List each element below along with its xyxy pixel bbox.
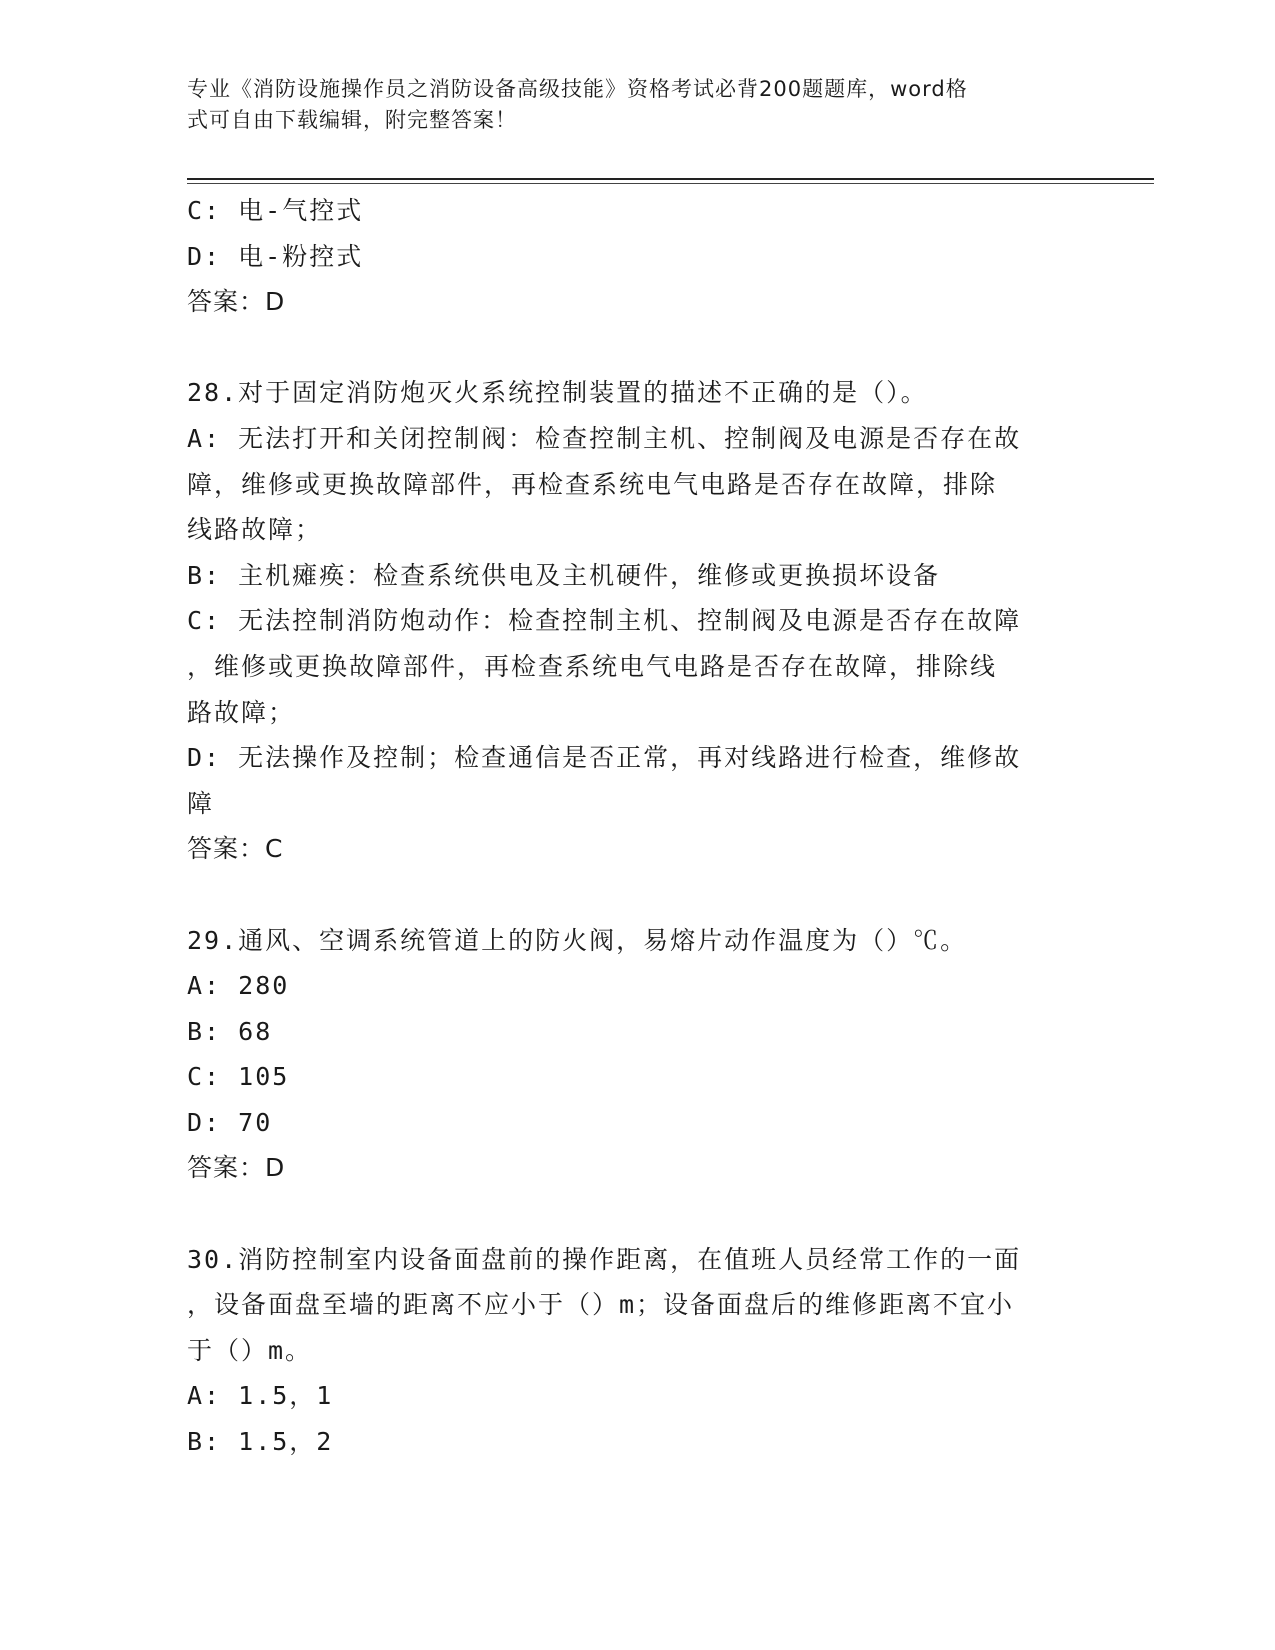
prev-option-c: C: 电-气控式 xyxy=(187,196,364,225)
document-header xyxy=(187,74,1067,136)
q28-answer: 答案：C xyxy=(187,834,284,864)
q28-option-a-line-3: 线路故障； xyxy=(187,515,323,545)
q29-option-c: C: 105 xyxy=(187,1062,290,1092)
header-line-1: 专业《消防设施操作员之消防设备高级技能》资格考试必背200题题库，word格 xyxy=(187,77,968,101)
q30-stem-line-1: 30.消防控制室内设备面盘前的操作距离，在值班人员经常工作的一面 xyxy=(187,1244,1022,1274)
q29-option-d: D: 70 xyxy=(187,1107,273,1137)
q29-answer: 答案：D xyxy=(187,1153,286,1183)
header-rule-thin xyxy=(187,183,1154,184)
q30-option-a: A: 1.5，1 xyxy=(187,1381,334,1411)
header-line-2: 式可自由下载编辑，附完整答案！ xyxy=(187,108,517,132)
q28-option-c-line-2: ，维修或更换故障部件，再检查系统电气电路是否存在故障，排除线 xyxy=(187,651,998,681)
q30-option-b: B: 1.5，2 xyxy=(187,1427,334,1457)
q29-stem: 29.通风、空调系统管道上的防火阀，易熔片动作温度为（）℃。 xyxy=(187,925,968,955)
q28-stem: 28.对于固定消防炮灭火系统控制装置的描述不正确的是（）。 xyxy=(187,378,928,408)
prev-answer: 答案：D xyxy=(187,287,286,317)
spacer xyxy=(187,1191,1087,1237)
q28-option-d-line-1: D: 无法操作及控制；检查通信是否正常，再对线路进行检查，维修故 xyxy=(187,743,1022,773)
q28-option-c-line-1: C: 无法控制消防炮动作：检查控制主机、控制阀及电源是否存在故障 xyxy=(187,606,1022,636)
spacer xyxy=(187,872,1087,918)
q29-option-b: B: 68 xyxy=(187,1016,273,1046)
spacer xyxy=(187,325,1087,371)
q28-option-b: B: 主机瘫痪：检查系统供电及主机硬件，维修或更换损坏设备 xyxy=(187,560,941,590)
q28-option-c-line-3: 路故障； xyxy=(187,697,296,727)
q28-option-a-line-2: 障，维修或更换故障部件，再检查系统电气电路是否存在故障，排除 xyxy=(187,469,998,499)
question-content xyxy=(187,188,1087,1465)
q30-stem-line-2: ，设备面盘至墙的距离不应小于（）m；设备面盘后的维修距离不宜小 xyxy=(187,1290,1015,1320)
q29-option-a: A: 280 xyxy=(187,971,290,1001)
prev-option-d: D: 电-粉控式 xyxy=(187,241,364,271)
header-rule-thick xyxy=(187,178,1154,180)
q28-option-d-line-2: 障 xyxy=(187,788,215,818)
q30-stem-line-3: 于（）m。 xyxy=(187,1335,313,1365)
q28-option-a-line-1: A: 无法打开和关闭控制阀：检查控制主机、控制阀及电源是否存在故 xyxy=(187,423,1022,453)
